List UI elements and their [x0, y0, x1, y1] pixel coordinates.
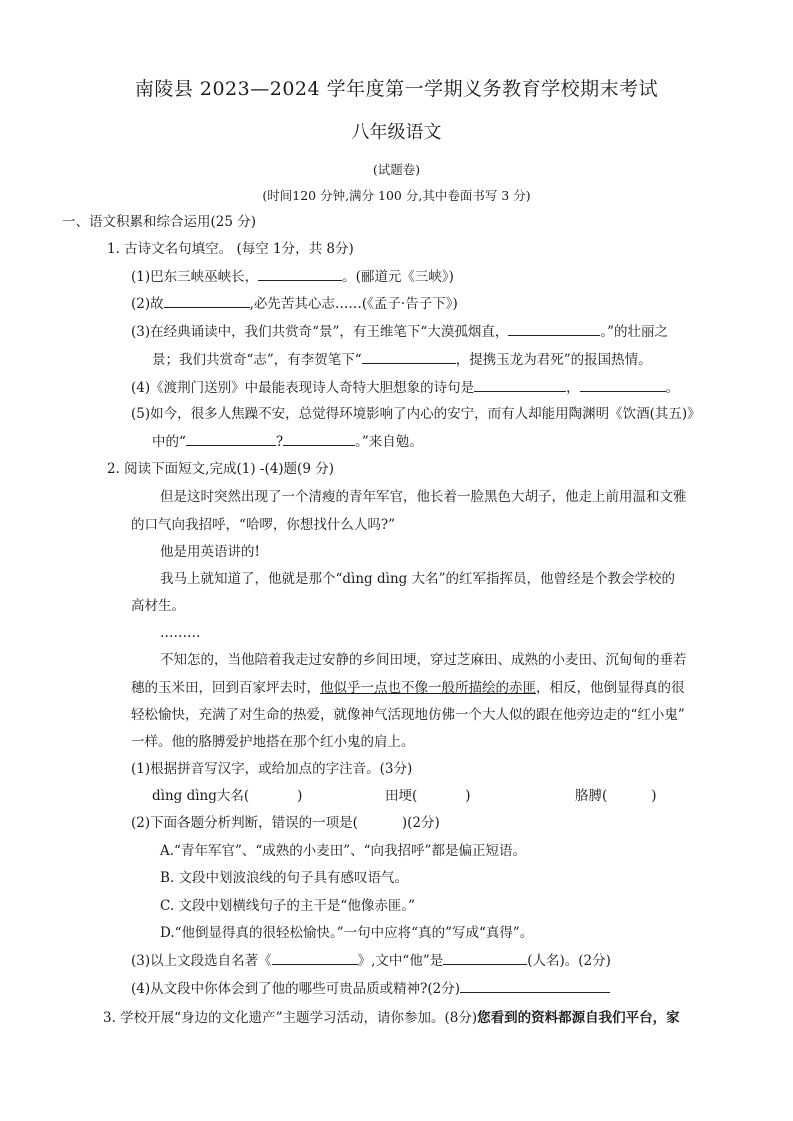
q1-item1-source: 。(郦道元《三峡》) — [342, 269, 454, 285]
q1-item1 — [131, 267, 454, 286]
answer-blank[interactable] — [362, 350, 456, 364]
answer-blank[interactable] — [508, 322, 600, 336]
passage-line: 不知怎的，当他陪着我走过安静的乡间田埂，穿过芝麻田、成熟的小麦田、沉甸甸的垂若 — [160, 652, 687, 668]
q2-sub3-text: (3)以上文段选自名著《 — [131, 953, 272, 969]
option-a: A.“青年军官”、“成熟的小麦田”、“向我招呼”都是偏正短语。 — [160, 843, 526, 859]
passage-text: ，相反，他倒显得真的很 — [536, 680, 685, 696]
q1-item4-comma: ， — [566, 380, 580, 396]
q1-item3 — [131, 322, 668, 341]
answer-blank[interactable] — [474, 378, 566, 392]
q2-sub2-points: )(2分) — [401, 815, 440, 831]
answer-blank[interactable] — [164, 294, 250, 308]
option-b: B. 文段中划波浪线的句子具有感叹语气。 — [160, 870, 409, 886]
passage-text: 穗的玉米田，回到百家坪去时， — [131, 680, 320, 696]
q2-sub4 — [131, 979, 610, 998]
q1-item2-text: (2)故 — [131, 296, 164, 312]
q2-sub1-c — [575, 787, 657, 805]
answer-blank[interactable] — [258, 267, 342, 281]
q1-stem: 1. 古诗文名句填空。 (每空 1分，共 8分) — [107, 241, 354, 257]
q1-item2 — [131, 294, 458, 313]
exam-title: 南陵县 2023—2024 学年度第一学期义务教育学校期末考试 — [134, 78, 659, 100]
q1-item3-cont-text: 景；我们共赏奇“志”，有李贺笔下“ — [152, 352, 362, 368]
q2-sub1-b — [385, 787, 471, 805]
q3-stem-bold: 您看到的资料都源自我们平台，家 — [477, 1010, 680, 1026]
q1-item3-cont — [152, 350, 652, 369]
q2-sub3 — [131, 951, 611, 970]
passage-line: 轻松愉快，充满了对生命的热爱，就像神气活现地仿佛一个大人似的跟在他旁边走的“红小鬼” — [131, 707, 685, 723]
paper-type: (试题卷) — [372, 162, 421, 177]
q2-sub3-mid: 》,文中“他”是 — [357, 953, 444, 969]
q1-item1-text: (1)巴东三峡巫峡长， — [131, 269, 259, 285]
passage-line: 的口气向我招呼，“哈啰，你想找什么人吗?” — [131, 517, 396, 533]
underlined-sentence: 他似乎一点也不像一般所描绘的赤匪 — [320, 680, 536, 696]
q2-sub1-a — [152, 787, 302, 805]
exam-subject: 八年级语文 — [351, 122, 442, 143]
answer-blank[interactable] — [460, 979, 610, 993]
q3-stem-text: 3. 学校开展“身边的文化遗产”主题学习活动，请你参加。(8分) — [103, 1010, 478, 1026]
q2-sub4-text: (4)从文段中你体会到了他的哪些可贵品质或精神?(2分) — [131, 981, 460, 997]
q1-item5-mid: ? — [275, 434, 284, 450]
q1-item5: (5)如今，很多人焦躁不安，总觉得环境影响了内心的安宁，而有人却能用陶渊明《饮酒(其五)》 — [131, 406, 701, 422]
pinyin-prompt: dìng dìng大名( — [152, 788, 250, 804]
passage-line — [131, 679, 685, 697]
answer-blank[interactable] — [580, 378, 666, 392]
answer-blank[interactable] — [186, 432, 276, 446]
q2-sub2-text: (2)下面各题分析判断，错误的一项是( — [131, 815, 358, 831]
q1-item5-open: 中的“ — [152, 434, 186, 450]
pinyin-prompt: 田埂( — [385, 788, 418, 804]
q1-item5-cont — [152, 432, 423, 451]
answer-blank[interactable] — [283, 432, 355, 446]
answer-blank[interactable] — [443, 951, 527, 965]
exam-instructions: (时间120 分钟,满分 100 分,其中卷面书写 3 分) — [262, 188, 531, 203]
option-d: D.“他倒显得真的很轻松愉快。”一句中应将“真的”写成“真得”。 — [160, 925, 534, 941]
passage-line: 但是这时突然出现了一个清瘦的青年军官，他长着一脸黑色大胡子，他走上前用温和文雅 — [160, 489, 687, 505]
passage-line: 高材生。 — [131, 598, 185, 614]
q2-stem: 2. 阅读下面短文,完成(1) -(4)题(9 分) — [107, 461, 334, 477]
q1-item3-tail: 。”的壮丽之 — [600, 324, 668, 340]
close-paren: ) — [651, 788, 657, 804]
close-paren: ) — [465, 788, 471, 804]
passage-line: 他是用英语讲的! — [160, 544, 260, 560]
q1-item4 — [131, 378, 679, 397]
close-paren: ) — [297, 788, 303, 804]
q1-item2-source: ,必先苦其心志……(《孟子·告子下》) — [249, 296, 458, 312]
q1-item4-period: 。 — [665, 380, 680, 396]
answer-blank[interactable] — [272, 951, 358, 965]
option-c: C. 文段中划横线句子的主干是“他像赤匪。” — [160, 898, 415, 914]
q1-item3-cont-tail: ，提携玉龙为君死”的报国热情。 — [455, 352, 652, 368]
section1-heading: 一、语文积累和综合运用(25 分) — [62, 214, 257, 230]
q1-item5-close: 。”来自勉。 — [355, 434, 423, 450]
q2-sub3-tail: (人名)。(2分) — [527, 953, 611, 969]
q1-item4-text: (4)《渡荆门送别》中最能表现诗人奇特大胆想象的诗句是 — [131, 380, 475, 396]
passage-line: 一样。他的胳膊爱护地搭在那个红小鬼的肩上。 — [131, 734, 415, 750]
q2-sub2 — [131, 814, 440, 832]
q1-item3-text: (3)在经典诵读中，我们共赏奇“景”，有王维笔下“大漠孤烟直， — [131, 324, 509, 340]
pinyin-prompt: 胳膊( — [575, 788, 608, 804]
q2-sub1: (1)根据拼音写汉字，或给加点的字注音。(3分) — [131, 761, 413, 777]
passage-ellipsis: ……… — [160, 625, 201, 641]
q3-stem — [103, 1009, 680, 1027]
passage-line: 我马上就知道了，他就是那个“dìng dìng 大名”的红军指挥员，他曾经是个教会学校的 — [160, 571, 675, 587]
